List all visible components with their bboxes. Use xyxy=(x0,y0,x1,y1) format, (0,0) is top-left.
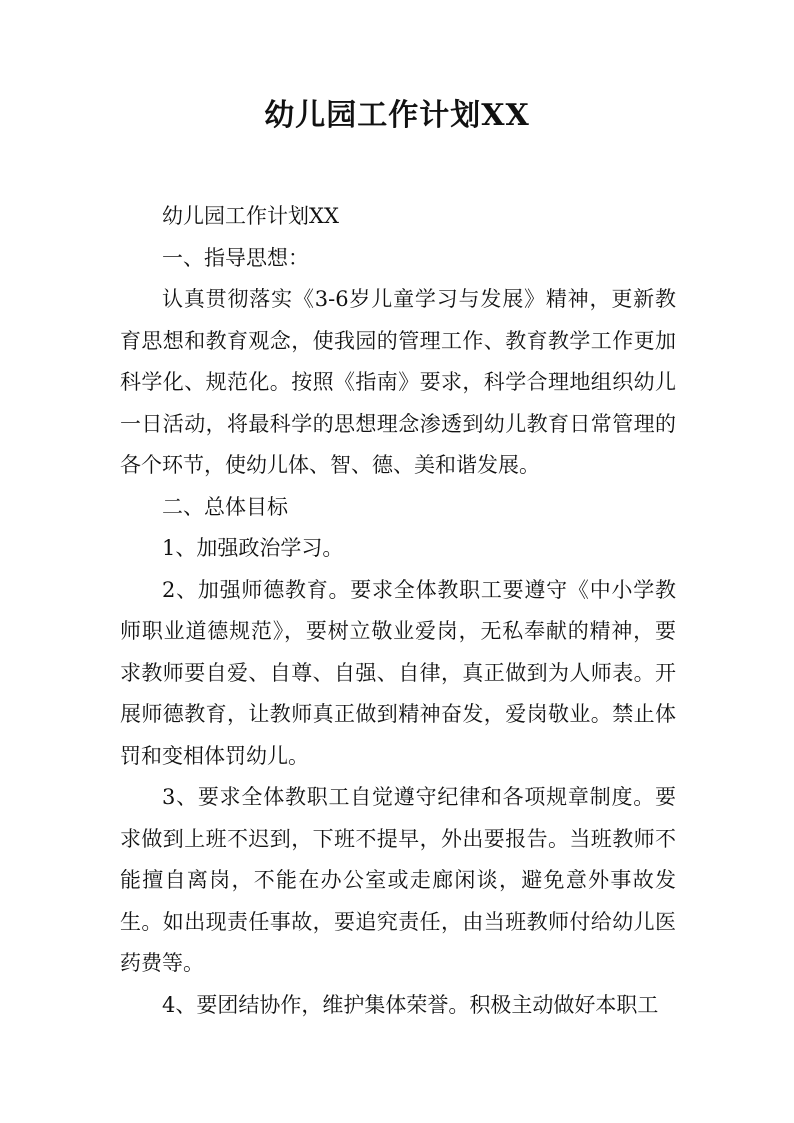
paragraph-goal-1: 1、加强政治学习。 xyxy=(162,536,344,560)
paragraph-section-2-heading: 二、总体目标 xyxy=(162,494,288,519)
document-title: 幼儿园工作计划XX xyxy=(264,98,530,133)
paragraph-heading-repeat: 幼儿园工作计划XX xyxy=(162,204,339,228)
paragraph-section-1-heading: 一、指导思想： xyxy=(162,245,309,270)
paragraph-goal-4: 4、要团结协作，维护集体荣誉。积极主动做好本职工 xyxy=(162,992,659,1017)
paragraph-guiding-ideology: 认真贯彻落实《3-6岁儿童学习与发展》精神，更新教育思想和教育观念，使我园的管理工作、教育教学工作更加科学化、规范化。按照《指南》要求，科学合理地组织幼儿一日活动，将最科学的思想理念渗透到幼儿教育日常管理的各个环节，使幼儿体、智、德、美和谐发展。 xyxy=(120,287,676,477)
paragraph-goal-2: 2、加强师德教育。要求全体教职工要遵守《中小学教师职业道德规范》，要树立敬业爱岗，无私奉献的精神，要求教师要自爱、自尊、自强、自律，真正做到为人师表。开展师德教育，让教师真正做到精神奋发，爱岗敬业。禁止体罚和变相体罚幼儿。 xyxy=(120,577,676,768)
document-body xyxy=(120,196,676,1026)
paragraph-goal-3: 3、要求全体教职工自觉遵守纪律和各项规章制度。要求做到上班不迟到，下班不提早，外出要报告。当班教师不能擅自离岗，不能在办公室或走廊闲谈，避免意外事故发生。如出现责任事故，要追究责任，由当班教师付给幼儿医药费等。 xyxy=(120,785,676,975)
